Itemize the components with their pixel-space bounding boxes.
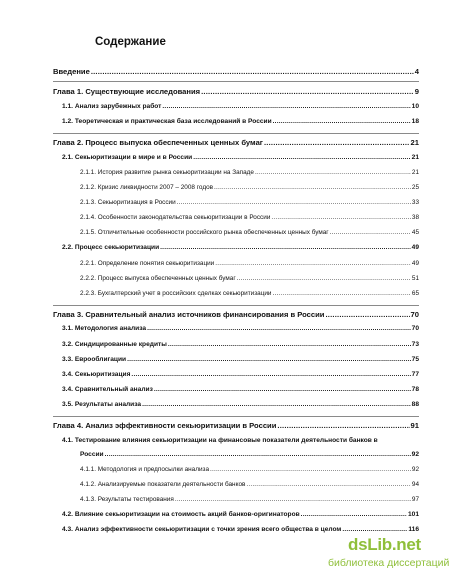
toc-entry-text: Глава 4. Анализ эффективности секьюритизации в России xyxy=(53,421,277,430)
toc-dot-leader xyxy=(175,497,411,503)
toc-entry-3-4-comparative[interactable] xyxy=(62,387,419,394)
toc-entry-4-2[interactable] xyxy=(62,512,419,519)
toc-dot-leader xyxy=(127,357,411,364)
toc-entry-4-1-3[interactable] xyxy=(80,497,419,503)
page-title: Содержание xyxy=(95,36,166,48)
toc-entry-4-1-1[interactable] xyxy=(80,467,419,473)
toc-entry-page: 73 xyxy=(411,341,419,348)
toc-dot-leader xyxy=(237,276,411,282)
toc-entry-1-1[interactable] xyxy=(62,104,419,111)
toc-entry-page: 18 xyxy=(411,118,419,125)
toc-entry-text: 2.2.1. Определение понятия секьюритизации xyxy=(80,260,215,267)
section-divider xyxy=(53,81,419,82)
toc-entry-page: 70 xyxy=(410,310,419,319)
toc-entry-2-1-1[interactable] xyxy=(80,170,419,176)
toc-entry-2-1-5[interactable] xyxy=(80,230,419,236)
toc-entry-page: 9 xyxy=(414,87,419,96)
toc-entry-page: 88 xyxy=(411,401,419,408)
toc-dot-leader xyxy=(91,68,414,76)
toc-entry-text: 3.4. Секьюритизация xyxy=(62,371,131,378)
toc-dot-leader xyxy=(154,387,411,394)
toc-entry-text: 2.2.2. Процесс выпуска обеспеченных ценных бумаг xyxy=(80,275,236,282)
toc-entry-3-5[interactable] xyxy=(62,402,419,409)
toc-entry-2-1-3[interactable] xyxy=(80,200,419,206)
toc-dot-leader xyxy=(210,467,411,473)
toc-entry-page: 97 xyxy=(411,496,419,503)
toc-entry-4-1-line2[interactable] xyxy=(80,452,419,459)
toc-entry-page: 33 xyxy=(411,199,419,206)
toc-dot-leader xyxy=(142,402,411,409)
toc-entry-text: 2.1. Секьюритизации в мире и в России xyxy=(62,154,193,161)
toc-entry-4-1-line1[interactable]: 4.1. Тестирование влияния секьюритизации на финансовые показатели деятельности банков в xyxy=(62,437,378,444)
toc-entry-text: 3.3. Еврооблигации xyxy=(62,356,127,363)
toc-entry-text: Глава 2. Процесс выпуска обеспеченных ценных бумаг xyxy=(53,138,263,147)
toc-entry-text: 2.1.3. Секьюритизация в России xyxy=(80,199,176,206)
toc-entry-text: 1.1. Анализ зарубежных работ xyxy=(62,103,162,110)
section-divider xyxy=(53,416,419,417)
toc-entry-introduction[interactable] xyxy=(53,68,419,76)
toc-entry-text: 2.2.3. Бухгалтерский учет в российских сделках секьюритизации xyxy=(80,290,272,297)
toc-entry-2-2-2[interactable] xyxy=(80,276,419,282)
toc-entry-2-1[interactable] xyxy=(62,155,419,162)
toc-entry-text: 2.1.5. Отличительные особенности российского рынка обеспеченных ценных бумаг xyxy=(80,229,329,236)
toc-entry-text: 2.1.4. Особенности законодательства секьюритизации в России xyxy=(80,214,271,221)
toc-entry-page: 77 xyxy=(411,371,419,378)
toc-entry-page: 116 xyxy=(408,526,419,533)
toc-dot-leader xyxy=(147,326,411,333)
toc-entry-page: 92 xyxy=(411,466,419,473)
toc-entry-3-1[interactable] xyxy=(62,326,419,333)
watermark-logo: dsLib.net xyxy=(348,535,421,554)
toc-entry-text: 1.2. Теоретическая и практическая база исследований в России xyxy=(62,118,272,125)
toc-entry-text: 3.2. Синдицированные кредиты xyxy=(62,341,167,348)
toc-entry-4-3[interactable] xyxy=(62,527,419,534)
toc-entry-text: России xyxy=(80,451,104,458)
toc-entry-page: 91 xyxy=(410,421,419,430)
toc-entry-page: 94 xyxy=(411,481,419,488)
toc-entry-page: 49 xyxy=(411,260,419,267)
toc-dot-leader xyxy=(193,155,410,162)
toc-entry-page: 51 xyxy=(411,275,419,282)
toc-entry-text: 2.2. Процесс секьюритизации xyxy=(62,244,160,251)
toc-dot-leader xyxy=(264,139,410,147)
toc-entry-2-2-3[interactable] xyxy=(80,291,419,297)
toc-dot-leader xyxy=(215,261,411,267)
toc-entry-page: 101 xyxy=(407,511,419,518)
toc-entry-chapter-4[interactable] xyxy=(53,422,419,430)
toc-entry-chapter-1[interactable] xyxy=(53,88,419,96)
toc-entry-page: 4 xyxy=(414,67,419,76)
toc-entry-page: 70 xyxy=(411,325,419,332)
toc-entry-text: 2.1.1. История развитие рынка секьюритизации на Западе xyxy=(80,169,254,176)
toc-entry-text: 4.1.2. Анализируемые показатели деятельности банков xyxy=(80,481,246,488)
watermark-subtitle: библиотека диссертаций xyxy=(328,557,450,569)
toc-entry-text: 4.1.1. Методология и предпосылки анализа xyxy=(80,466,210,473)
toc-entry-text: 2.1.2. Кризис ликвидности 2007 – 2008 годов xyxy=(80,184,214,191)
toc-entry-3-2[interactable] xyxy=(62,342,419,349)
toc-entry-text: 4.1.3. Результаты тестирования xyxy=(80,496,174,503)
toc-entry-page: 21 xyxy=(411,154,419,161)
toc-entry-page: 45 xyxy=(411,229,419,236)
toc-dot-leader xyxy=(271,215,411,221)
toc-dot-leader xyxy=(273,291,411,297)
toc-entry-text: 4.2. Влияние секьюритизации на стоимость акций банков-оригинаторов xyxy=(62,511,300,518)
toc-entry-text: 4.3. Анализ эффективности секьюритизации с точки зрения всего общества в целом xyxy=(62,526,342,533)
toc-entry-text: Глава 1. Существующие исследования xyxy=(53,87,201,96)
toc-dot-leader xyxy=(201,88,414,96)
toc-entry-page: 75 xyxy=(411,356,419,363)
toc-entry-text: 3.4. Сравнительный анализ xyxy=(62,386,153,393)
section-divider xyxy=(53,305,419,306)
toc-dot-leader xyxy=(168,342,411,349)
toc-dot-leader xyxy=(277,422,409,430)
toc-entry-text: 3.1. Методология анализа xyxy=(62,325,147,332)
toc-dot-leader xyxy=(105,452,411,459)
toc-entry-text: Глава 3. Сравнительный анализ источников финансирования в России xyxy=(53,310,325,319)
toc-entry-2-2[interactable] xyxy=(62,245,419,252)
toc-dot-leader xyxy=(160,245,411,252)
toc-entry-chapter-3[interactable] xyxy=(53,311,419,319)
toc-entry-text: 3.5. Результаты анализа xyxy=(62,401,142,408)
toc-entry-3-4[interactable] xyxy=(62,372,419,379)
section-divider xyxy=(53,133,419,134)
toc-dot-leader xyxy=(214,185,411,191)
toc-entry-page: 21 xyxy=(410,138,419,147)
toc-entry-page: 78 xyxy=(411,386,419,393)
toc-dot-leader xyxy=(301,512,407,519)
toc-entry-page: 65 xyxy=(411,290,419,297)
toc-entry-text: Введение xyxy=(53,67,90,76)
toc-entry-2-2-1[interactable] xyxy=(80,261,419,267)
toc-dot-leader xyxy=(342,527,407,534)
toc-dot-leader xyxy=(177,200,411,206)
toc-entry-page: 25 xyxy=(411,184,419,191)
toc-entry-2-1-4[interactable] xyxy=(80,215,419,221)
toc-entry-page: 38 xyxy=(411,214,419,221)
toc-entry-page: 49 xyxy=(411,244,419,251)
toc-dot-leader xyxy=(325,311,409,319)
toc-dot-leader xyxy=(330,230,411,236)
toc-entry-page: 21 xyxy=(411,169,419,176)
toc-entry-chapter-2[interactable] xyxy=(53,139,419,147)
toc-entry-page: 10 xyxy=(411,103,419,110)
toc-entry-4-1-2[interactable] xyxy=(80,482,419,488)
toc-entry-3-3[interactable] xyxy=(62,357,419,364)
toc-dot-leader xyxy=(255,170,411,176)
toc-entry-1-2[interactable] xyxy=(62,119,419,126)
toc-entry-2-1-2[interactable] xyxy=(80,185,419,191)
toc-dot-leader xyxy=(273,119,411,126)
toc-entry-page: 92 xyxy=(411,451,419,458)
toc-dot-leader xyxy=(162,104,410,111)
toc-dot-leader xyxy=(131,372,410,379)
toc-dot-leader xyxy=(246,482,410,488)
